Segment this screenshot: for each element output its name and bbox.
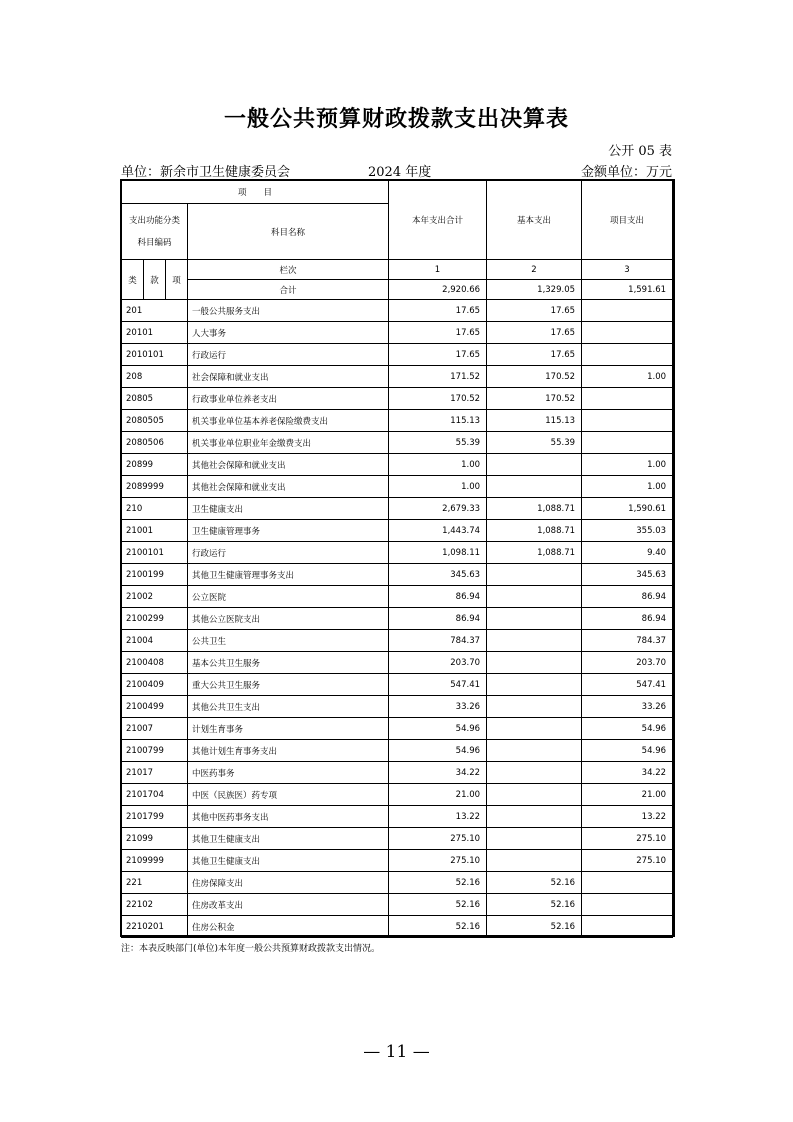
row-total: 52.16 xyxy=(389,916,487,938)
header-project-expense: 项目支出 xyxy=(582,181,673,260)
table-row xyxy=(122,916,673,938)
row-name: 其他计划生育事务支出 xyxy=(188,740,389,762)
row-basic xyxy=(487,454,582,476)
table-row xyxy=(122,498,673,520)
row-basic xyxy=(487,762,582,784)
row-name: 计划生育事务 xyxy=(188,718,389,740)
row-code: 20805 xyxy=(122,388,188,410)
form-number: 公开 05 表 xyxy=(608,144,672,159)
row-project xyxy=(582,322,673,344)
row-code: 2210201 xyxy=(122,916,188,938)
table-row xyxy=(122,652,673,674)
row-total: 203.70 xyxy=(389,652,487,674)
table-row xyxy=(122,586,673,608)
row-project: 203.70 xyxy=(582,652,673,674)
row-total: 33.26 xyxy=(389,696,487,718)
row-basic xyxy=(487,476,582,498)
row-code: 21001 xyxy=(122,520,188,542)
row-basic xyxy=(487,850,582,872)
row-code: 2010101 xyxy=(122,344,188,366)
row-name: 其他公立医院支出 xyxy=(188,608,389,630)
row-code: 210 xyxy=(122,498,188,520)
row-code: 201 xyxy=(122,300,188,322)
row-code: 21002 xyxy=(122,586,188,608)
table-row xyxy=(122,542,673,564)
table-row xyxy=(122,718,673,740)
row-name: 卫生健康管理事务 xyxy=(188,520,389,542)
table-row xyxy=(122,784,673,806)
row-name: 社会保障和就业支出 xyxy=(188,366,389,388)
row-name: 机关事业单位职业年金缴费支出 xyxy=(188,432,389,454)
row-total: 86.94 xyxy=(389,586,487,608)
row-name: 其他中医药事务支出 xyxy=(188,806,389,828)
row-code: 21017 xyxy=(122,762,188,784)
report-year: 2024 年度 xyxy=(368,165,432,180)
header-xiang: 项 xyxy=(166,260,188,300)
header-basic: 基本支出 xyxy=(487,181,582,260)
row-project: 21.00 xyxy=(582,784,673,806)
row-name: 中医（民族医）药专项 xyxy=(188,784,389,806)
row-total: 171.52 xyxy=(389,366,487,388)
row-total: 275.10 xyxy=(389,828,487,850)
row-project: 33.26 xyxy=(582,696,673,718)
sum-basic: 1,329.05 xyxy=(487,280,582,300)
row-total: 547.41 xyxy=(389,674,487,696)
row-code: 21099 xyxy=(122,828,188,850)
row-project xyxy=(582,410,673,432)
row-name: 中医药事务 xyxy=(188,762,389,784)
row-name: 机关事业单位基本养老保险缴费支出 xyxy=(188,410,389,432)
row-code: 2089999 xyxy=(122,476,188,498)
row-total: 1.00 xyxy=(389,454,487,476)
row-name: 其他社会保障和就业支出 xyxy=(188,454,389,476)
row-project xyxy=(582,916,673,938)
header-kuan: 款 xyxy=(144,260,166,300)
row-project xyxy=(582,300,673,322)
row-project: 54.96 xyxy=(582,718,673,740)
row-name: 住房保障支出 xyxy=(188,872,389,894)
table-row xyxy=(122,564,673,586)
row-code: 20899 xyxy=(122,454,188,476)
row-code: 21004 xyxy=(122,630,188,652)
row-code: 2101799 xyxy=(122,806,188,828)
table-row xyxy=(122,366,673,388)
row-project: 275.10 xyxy=(582,828,673,850)
row-project xyxy=(582,894,673,916)
row-name: 公共卫生 xyxy=(188,630,389,652)
table-row xyxy=(122,388,673,410)
row-code: 2080505 xyxy=(122,410,188,432)
row-project: 1.00 xyxy=(582,454,673,476)
row-project: 86.94 xyxy=(582,608,673,630)
row-code: 2100101 xyxy=(122,542,188,564)
header-subject-code: 科目编码 xyxy=(137,237,172,248)
row-total: 2,679.33 xyxy=(389,498,487,520)
table-row xyxy=(122,894,673,916)
row-total: 86.94 xyxy=(389,608,487,630)
row-basic: 52.16 xyxy=(487,894,582,916)
row-basic: 170.52 xyxy=(487,388,582,410)
table-row xyxy=(122,322,673,344)
row-basic xyxy=(487,674,582,696)
row-project: 13.22 xyxy=(582,806,673,828)
row-name: 其他卫生健康支出 xyxy=(188,850,389,872)
row-project: 345.63 xyxy=(582,564,673,586)
row-basic xyxy=(487,608,582,630)
row-basic: 17.65 xyxy=(487,344,582,366)
row-basic xyxy=(487,630,582,652)
row-basic xyxy=(487,718,582,740)
header-project: 项 目 xyxy=(122,181,389,204)
row-code: 20101 xyxy=(122,322,188,344)
row-basic: 1,088.71 xyxy=(487,520,582,542)
expenditure-table xyxy=(121,180,673,938)
row-total: 1.00 xyxy=(389,476,487,498)
row-basic: 52.16 xyxy=(487,872,582,894)
row-name: 其他卫生健康支出 xyxy=(188,828,389,850)
table-row xyxy=(122,740,673,762)
row-project: 34.22 xyxy=(582,762,673,784)
table-row xyxy=(122,454,673,476)
row-basic xyxy=(487,784,582,806)
table-row xyxy=(122,828,673,850)
row-basic xyxy=(487,740,582,762)
table-row xyxy=(122,476,673,498)
row-basic xyxy=(487,652,582,674)
row-name: 其他卫生健康管理事务支出 xyxy=(188,564,389,586)
row-code: 22102 xyxy=(122,894,188,916)
row-total: 54.96 xyxy=(389,740,487,762)
header-code-cell xyxy=(122,204,188,260)
row-total: 275.10 xyxy=(389,850,487,872)
row-total: 55.39 xyxy=(389,432,487,454)
sum-project: 1,591.61 xyxy=(582,280,673,300)
row-name: 其他公共卫生支出 xyxy=(188,696,389,718)
row-basic xyxy=(487,806,582,828)
row-basic: 1,088.71 xyxy=(487,542,582,564)
row-code: 2080506 xyxy=(122,432,188,454)
row-total: 1,098.11 xyxy=(389,542,487,564)
row-project xyxy=(582,872,673,894)
row-basic: 1,088.71 xyxy=(487,498,582,520)
row-total: 17.65 xyxy=(389,344,487,366)
amount-unit: 金额单位：万元 xyxy=(580,165,672,180)
page-title: 一般公共预算财政拨款支出决算表 xyxy=(223,107,569,132)
header-subject-name: 科目名称 xyxy=(188,204,389,260)
row-name: 公立医院 xyxy=(188,586,389,608)
row-name: 行政事业单位养老支出 xyxy=(188,388,389,410)
row-code: 2100408 xyxy=(122,652,188,674)
table-row xyxy=(122,520,673,542)
row-total: 17.65 xyxy=(389,300,487,322)
row-name: 一般公共服务支出 xyxy=(188,300,389,322)
row-project xyxy=(582,432,673,454)
row-total: 784.37 xyxy=(389,630,487,652)
table-row xyxy=(122,696,673,718)
row-name: 基本公共卫生服务 xyxy=(188,652,389,674)
table-row xyxy=(122,806,673,828)
row-code: 2100299 xyxy=(122,608,188,630)
row-project: 355.03 xyxy=(582,520,673,542)
table-row xyxy=(122,762,673,784)
row-total: 345.63 xyxy=(389,564,487,586)
row-project: 54.96 xyxy=(582,740,673,762)
row-code: 2101704 xyxy=(122,784,188,806)
row-total: 52.16 xyxy=(389,872,487,894)
row-name: 人大事务 xyxy=(188,322,389,344)
row-project xyxy=(582,344,673,366)
row-basic: 17.65 xyxy=(487,300,582,322)
row-project: 9.40 xyxy=(582,542,673,564)
row-name: 住房改革支出 xyxy=(188,894,389,916)
row-basic: 115.13 xyxy=(487,410,582,432)
table-row xyxy=(122,630,673,652)
row-total: 34.22 xyxy=(389,762,487,784)
row-project: 86.94 xyxy=(582,586,673,608)
row-total: 17.65 xyxy=(389,322,487,344)
header-column-row: 栏次 xyxy=(188,260,389,280)
row-basic: 52.16 xyxy=(487,916,582,938)
row-basic: 17.65 xyxy=(487,322,582,344)
row-basic xyxy=(487,564,582,586)
row-project: 784.37 xyxy=(582,630,673,652)
row-basic: 170.52 xyxy=(487,366,582,388)
row-name: 重大公共卫生服务 xyxy=(188,674,389,696)
row-name: 行政运行 xyxy=(188,344,389,366)
header-total: 本年支出合计 xyxy=(389,181,487,260)
row-code: 2100409 xyxy=(122,674,188,696)
row-basic: 55.39 xyxy=(487,432,582,454)
table-row xyxy=(122,432,673,454)
row-total: 115.13 xyxy=(389,410,487,432)
row-code: 208 xyxy=(122,366,188,388)
table-row xyxy=(122,410,673,432)
header-col-2: 2 xyxy=(487,260,582,280)
sum-total: 2,920.66 xyxy=(389,280,487,300)
row-project xyxy=(582,388,673,410)
row-code: 221 xyxy=(122,872,188,894)
row-basic xyxy=(487,828,582,850)
header-col-3: 3 xyxy=(582,260,673,280)
reporting-unit: 单位：新余市卫生健康委员会 xyxy=(121,165,291,180)
row-total: 54.96 xyxy=(389,718,487,740)
header-lei: 类 xyxy=(122,260,144,300)
row-code: 2109999 xyxy=(122,850,188,872)
row-name: 住房公积金 xyxy=(188,916,389,938)
table-row xyxy=(122,300,673,322)
row-total: 13.22 xyxy=(389,806,487,828)
table-row xyxy=(122,344,673,366)
header-col-1: 1 xyxy=(389,260,487,280)
row-total: 21.00 xyxy=(389,784,487,806)
table-row xyxy=(122,850,673,872)
row-name: 行政运行 xyxy=(188,542,389,564)
row-code: 2100799 xyxy=(122,740,188,762)
row-total: 52.16 xyxy=(389,894,487,916)
row-basic xyxy=(487,696,582,718)
row-code: 21007 xyxy=(122,718,188,740)
header-func-code: 支出功能分类 xyxy=(128,215,180,226)
row-project: 1.00 xyxy=(582,366,673,388)
table-row xyxy=(122,608,673,630)
row-basic xyxy=(487,586,582,608)
page-number: — 11 — xyxy=(363,1042,430,1062)
row-name: 其他社会保障和就业支出 xyxy=(188,476,389,498)
sum-label: 合计 xyxy=(188,280,389,300)
table-row xyxy=(122,872,673,894)
table-note: 注：本表反映部门(单位)本年度一般公共预算财政拨款支出情况。 xyxy=(121,944,381,954)
row-project: 275.10 xyxy=(582,850,673,872)
row-total: 1,443.74 xyxy=(389,520,487,542)
table-row xyxy=(122,674,673,696)
row-project: 1.00 xyxy=(582,476,673,498)
row-name: 卫生健康支出 xyxy=(188,498,389,520)
row-code: 2100199 xyxy=(122,564,188,586)
row-total: 170.52 xyxy=(389,388,487,410)
row-code: 2100499 xyxy=(122,696,188,718)
row-project: 547.41 xyxy=(582,674,673,696)
row-project: 1,590.61 xyxy=(582,498,673,520)
